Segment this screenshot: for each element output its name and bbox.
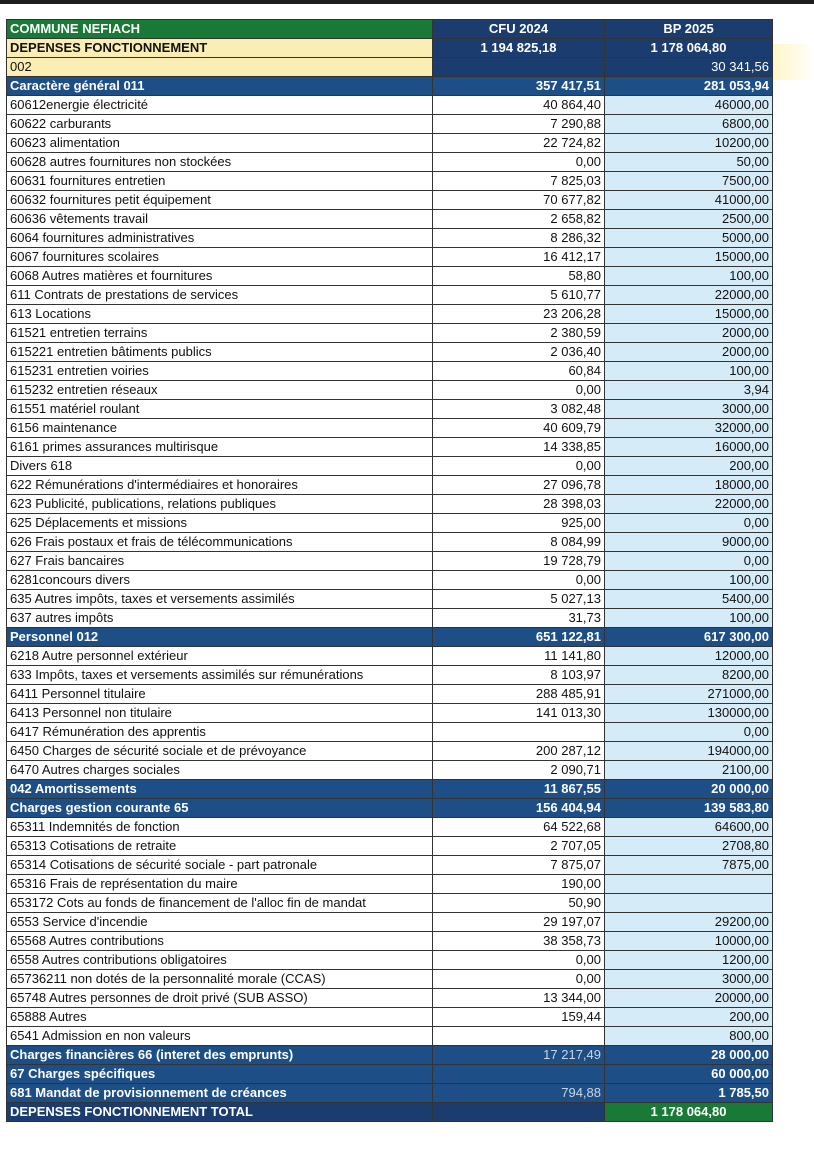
bp-2025-value: 100,00	[605, 571, 773, 590]
cfu-2024-value	[433, 1027, 605, 1046]
table-row	[7, 647, 773, 666]
cfu-2024-value: 2 707,05	[433, 837, 605, 856]
row-label: 6067 fournitures scolaires	[7, 248, 433, 267]
row-label: 611 Contrats de prestations de services	[7, 286, 433, 305]
cfu-2024-value: 27 096,78	[433, 476, 605, 495]
bp-2025-value: 1200,00	[605, 951, 773, 970]
bp-2025-value: 15000,00	[605, 305, 773, 324]
row-label: 65311 Indemnités de fonction	[7, 818, 433, 837]
section-total-row	[7, 1084, 773, 1103]
cfu-2024-value: 64 522,68	[433, 818, 605, 837]
table-row	[7, 552, 773, 571]
table-row	[7, 951, 773, 970]
cfu-2024-value: 2 036,40	[433, 343, 605, 362]
cfu-2024-value: 357 417,51	[433, 77, 605, 96]
row-label: 6218 Autre personnel extérieur	[7, 647, 433, 666]
cfu-2024-value: 925,00	[433, 514, 605, 533]
row-label: 635 Autres impôts, taxes et versements assimilés	[7, 590, 433, 609]
bp-2025-value: 20000,00	[605, 989, 773, 1008]
bp-2025-value: 2100,00	[605, 761, 773, 780]
bp-2025-value: 2500,00	[605, 210, 773, 229]
section-total-row	[7, 1065, 773, 1084]
row-label: 65316 Frais de représentation du maire	[7, 875, 433, 894]
cfu-2024-value: 14 338,85	[433, 438, 605, 457]
cfu-2024-value: 40 609,79	[433, 419, 605, 438]
section-title: DEPENSES FONCTIONNEMENT	[7, 39, 433, 58]
bp-2025-value: 41000,00	[605, 191, 773, 210]
cfu-2024-value: 190,00	[433, 875, 605, 894]
row-label: 627 Frais bancaires	[7, 552, 433, 571]
table-row	[7, 400, 773, 419]
bp-2025-value: 271000,00	[605, 685, 773, 704]
row-label: 60631 fournitures entretien	[7, 172, 433, 191]
cfu-2024-value: 0,00	[433, 571, 605, 590]
bp-2025-value: 12000,00	[605, 647, 773, 666]
table-row	[7, 324, 773, 343]
bp-2025-value: 200,00	[605, 1008, 773, 1027]
row-label: 6281concours divers	[7, 571, 433, 590]
bp-2025-value: 100,00	[605, 609, 773, 628]
row-label: 622 Rémunérations d'intermédiaires et honoraires	[7, 476, 433, 495]
row-label: 65748 Autres personnes de droit privé (SUB ASSO)	[7, 989, 433, 1008]
cfu-2024-value	[433, 1065, 605, 1084]
bp-2025-value: 3000,00	[605, 970, 773, 989]
table-row	[7, 761, 773, 780]
row-label: 633 Impôts, taxes et versements assimilés sur rémunérations	[7, 666, 433, 685]
bp-2025-value: 46000,00	[605, 96, 773, 115]
row-label: Personnel 012	[7, 628, 433, 647]
row-label: 637 autres impôts	[7, 609, 433, 628]
cfu-2024-value: 0,00	[433, 970, 605, 989]
cfu-2024-value: 70 677,82	[433, 191, 605, 210]
table-row	[7, 286, 773, 305]
cfu-2024-value: 2 658,82	[433, 210, 605, 229]
table-row	[7, 609, 773, 628]
budget-table	[6, 19, 773, 1122]
header-row-section	[7, 39, 773, 58]
bp-2025-value: 10000,00	[605, 932, 773, 951]
table-row	[7, 305, 773, 324]
cfu-2024-value: 50,90	[433, 894, 605, 913]
bp-2025-value: 800,00	[605, 1027, 773, 1046]
table-row	[7, 913, 773, 932]
row-label: 6541 Admission en non valeurs	[7, 1027, 433, 1046]
row-label: 6417 Rémunération des apprentis	[7, 723, 433, 742]
row-label: 625 Déplacements et missions	[7, 514, 433, 533]
row-label: 60623 alimentation	[7, 134, 433, 153]
row-label: 6064 fournitures administratives	[7, 229, 433, 248]
bp-2025-value: 130000,00	[605, 704, 773, 723]
bp-2025-value: 50,00	[605, 153, 773, 172]
row-label: 626 Frais postaux et frais de télécommunications	[7, 533, 433, 552]
bp-2025-value: 22000,00	[605, 495, 773, 514]
cfu-2024-value: 7 875,07	[433, 856, 605, 875]
cfu-2024-value: 8 103,97	[433, 666, 605, 685]
bp-2025-value: 6800,00	[605, 115, 773, 134]
top-edge-bar	[0, 0, 814, 4]
table-row	[7, 438, 773, 457]
table-row	[7, 153, 773, 172]
cfu-2024-value: 651 122,81	[433, 628, 605, 647]
table-row	[7, 571, 773, 590]
bp-2025-value: 139 583,80	[605, 799, 773, 818]
table-row	[7, 989, 773, 1008]
section-total-row	[7, 628, 773, 647]
code-cfu-cell	[433, 58, 605, 77]
row-label: 6450 Charges de sécurité sociale et de prévoyance	[7, 742, 433, 761]
cfu-2024-value: 0,00	[433, 951, 605, 970]
table-row	[7, 229, 773, 248]
row-label: 623 Publicité, publications, relations publiques	[7, 495, 433, 514]
row-label: 6413 Personnel non titulaire	[7, 704, 433, 723]
row-label: 61521 entretien terrains	[7, 324, 433, 343]
header-row-commune	[7, 20, 773, 39]
cfu-2024-value: 22 724,82	[433, 134, 605, 153]
bp-total-header: 1 178 064,80	[605, 39, 773, 58]
header-row-code	[7, 58, 773, 77]
cfu-2024-value: 23 206,28	[433, 305, 605, 324]
row-label: 6156 maintenance	[7, 419, 433, 438]
bp-2025-value: 29200,00	[605, 913, 773, 932]
table-row	[7, 742, 773, 761]
scan-highlight	[772, 44, 814, 80]
row-label: 60612energie électricité	[7, 96, 433, 115]
bp-2025-value: 3,94	[605, 381, 773, 400]
table-row	[7, 875, 773, 894]
bp-2025-value: 64600,00	[605, 818, 773, 837]
row-label: 615221 entretien bâtiments publics	[7, 343, 433, 362]
cfu-2024-value: 0,00	[433, 381, 605, 400]
row-label: 615231 entretien voiries	[7, 362, 433, 381]
bp-2025-value: 617 300,00	[605, 628, 773, 647]
row-label: 6161 primes assurances multirisque	[7, 438, 433, 457]
table-row	[7, 381, 773, 400]
row-label: 6558 Autres contributions obligatoires	[7, 951, 433, 970]
row-label: 67 Charges spécifiques	[7, 1065, 433, 1084]
code-bp-value: 30 341,56	[605, 58, 773, 77]
cfu-2024-value: 11 141,80	[433, 647, 605, 666]
cfu-2024-value: 5 610,77	[433, 286, 605, 305]
cfu-2024-value: 31,73	[433, 609, 605, 628]
table-row	[7, 343, 773, 362]
bp-2025-value: 10200,00	[605, 134, 773, 153]
cfu-2024-value: 13 344,00	[433, 989, 605, 1008]
bp-2025-value: 0,00	[605, 514, 773, 533]
table-row	[7, 1027, 773, 1046]
cfu-2024-value: 288 485,91	[433, 685, 605, 704]
table-row	[7, 723, 773, 742]
bp-2025-value: 0,00	[605, 552, 773, 571]
bp-2025-value: 200,00	[605, 457, 773, 476]
table-row	[7, 495, 773, 514]
table-row	[7, 419, 773, 438]
bp-2025-value: 7875,00	[605, 856, 773, 875]
table-row	[7, 837, 773, 856]
row-label: Divers 618	[7, 457, 433, 476]
bp-2025-value: 15000,00	[605, 248, 773, 267]
cfu-2024-value: 0,00	[433, 457, 605, 476]
grand-total-cfu	[433, 1103, 605, 1122]
row-label: 653172 Cots au fonds de financement de l'alloc fin de mandat	[7, 894, 433, 913]
row-label: 6068 Autres matières et fournitures	[7, 267, 433, 286]
bp-2025-value: 9000,00	[605, 533, 773, 552]
table-row	[7, 666, 773, 685]
cfu-column-header: CFU 2024	[433, 20, 605, 39]
table-row	[7, 134, 773, 153]
cfu-2024-value: 0,00	[433, 153, 605, 172]
bp-2025-value: 18000,00	[605, 476, 773, 495]
cfu-2024-value: 40 864,40	[433, 96, 605, 115]
cfu-2024-value: 156 404,94	[433, 799, 605, 818]
cfu-2024-value	[433, 723, 605, 742]
table-row	[7, 362, 773, 381]
row-label: 61551 matériel roulant	[7, 400, 433, 419]
bp-column-header: BP 2025	[605, 20, 773, 39]
section-total-row	[7, 780, 773, 799]
table-row	[7, 704, 773, 723]
bp-2025-value: 1 785,50	[605, 1084, 773, 1103]
row-label: 65888 Autres	[7, 1008, 433, 1027]
bp-2025-value: 28 000,00	[605, 1046, 773, 1065]
row-label: Caractère général 011	[7, 77, 433, 96]
row-label: 6470 Autres charges sociales	[7, 761, 433, 780]
cfu-2024-value: 2 380,59	[433, 324, 605, 343]
row-label: 6553 Service d'incendie	[7, 913, 433, 932]
table-row	[7, 172, 773, 191]
table-row	[7, 457, 773, 476]
table-row	[7, 248, 773, 267]
cfu-2024-value: 29 197,07	[433, 913, 605, 932]
bp-2025-value: 5400,00	[605, 590, 773, 609]
bp-2025-value: 60 000,00	[605, 1065, 773, 1084]
cfu-2024-value: 58,80	[433, 267, 605, 286]
cfu-2024-value: 141 013,30	[433, 704, 605, 723]
row-label: Charges gestion courante 65	[7, 799, 433, 818]
cfu-2024-value: 5 027,13	[433, 590, 605, 609]
bp-2025-value: 194000,00	[605, 742, 773, 761]
row-label: 60632 fournitures petit équipement	[7, 191, 433, 210]
row-label: 615232 entretien réseaux	[7, 381, 433, 400]
grand-total-label: DEPENSES FONCTIONNEMENT TOTAL	[7, 1103, 433, 1122]
row-label: 65568 Autres contributions	[7, 932, 433, 951]
bp-2025-value: 32000,00	[605, 419, 773, 438]
row-label: 60622 carburants	[7, 115, 433, 134]
section-total-row	[7, 799, 773, 818]
bp-2025-value	[605, 894, 773, 913]
cfu-2024-value: 7 825,03	[433, 172, 605, 191]
code-label: 002	[7, 58, 433, 77]
row-label: 042 Amortissements	[7, 780, 433, 799]
row-label: 65313 Cotisations de retraite	[7, 837, 433, 856]
bp-2025-value: 7500,00	[605, 172, 773, 191]
bp-2025-value: 3000,00	[605, 400, 773, 419]
row-label: 6411 Personnel titulaire	[7, 685, 433, 704]
cfu-2024-value: 8 084,99	[433, 533, 605, 552]
table-row	[7, 932, 773, 951]
grand-total-bp: 1 178 064,80	[605, 1103, 773, 1122]
cfu-2024-value: 60,84	[433, 362, 605, 381]
table-row	[7, 191, 773, 210]
cfu-2024-value: 17 217,49	[433, 1046, 605, 1065]
cfu-2024-value: 2 090,71	[433, 761, 605, 780]
cfu-2024-value: 794,88	[433, 1084, 605, 1103]
table-row	[7, 210, 773, 229]
cfu-2024-value: 7 290,88	[433, 115, 605, 134]
bp-2025-value: 22000,00	[605, 286, 773, 305]
table-row	[7, 894, 773, 913]
bp-2025-value: 0,00	[605, 723, 773, 742]
row-label: 613 Locations	[7, 305, 433, 324]
cfu-2024-value: 8 286,32	[433, 229, 605, 248]
bp-2025-value	[605, 875, 773, 894]
bp-2025-value: 16000,00	[605, 438, 773, 457]
bp-2025-value: 100,00	[605, 267, 773, 286]
table-row	[7, 856, 773, 875]
bp-2025-value: 2708,80	[605, 837, 773, 856]
table-row	[7, 685, 773, 704]
cfu-2024-value: 16 412,17	[433, 248, 605, 267]
table-row	[7, 267, 773, 286]
row-label: 60636 vêtements travail	[7, 210, 433, 229]
bp-2025-value: 100,00	[605, 362, 773, 381]
table-row	[7, 96, 773, 115]
bp-2025-value: 281 053,94	[605, 77, 773, 96]
bp-2025-value: 8200,00	[605, 666, 773, 685]
table-row	[7, 115, 773, 134]
commune-name: COMMUNE NEFIACH	[7, 20, 433, 39]
bp-2025-value: 5000,00	[605, 229, 773, 248]
table-row	[7, 590, 773, 609]
table-row	[7, 1008, 773, 1027]
row-label: Charges financières 66 (interet des emprunts)	[7, 1046, 433, 1065]
cfu-2024-value: 28 398,03	[433, 495, 605, 514]
cfu-2024-value: 3 082,48	[433, 400, 605, 419]
row-label: 681 Mandat de provisionnement de créances	[7, 1084, 433, 1103]
section-total-row	[7, 1046, 773, 1065]
cfu-2024-value: 159,44	[433, 1008, 605, 1027]
bp-2025-value: 2000,00	[605, 324, 773, 343]
section-total-row	[7, 77, 773, 96]
row-label: 65314 Cotisations de sécurité sociale - part patronale	[7, 856, 433, 875]
bp-2025-value: 2000,00	[605, 343, 773, 362]
table-row	[7, 970, 773, 989]
bp-2025-value: 20 000,00	[605, 780, 773, 799]
table-row	[7, 818, 773, 837]
grand-total-row	[7, 1103, 773, 1122]
row-label: 60628 autres fournitures non stockées	[7, 153, 433, 172]
table-row	[7, 476, 773, 495]
table-row	[7, 514, 773, 533]
cfu-2024-value: 200 287,12	[433, 742, 605, 761]
cfu-total-header: 1 194 825,18	[433, 39, 605, 58]
row-label: 65736211 non dotés de la personnalité morale (CCAS)	[7, 970, 433, 989]
cfu-2024-value: 38 358,73	[433, 932, 605, 951]
cfu-2024-value: 11 867,55	[433, 780, 605, 799]
table-row	[7, 533, 773, 552]
cfu-2024-value: 19 728,79	[433, 552, 605, 571]
